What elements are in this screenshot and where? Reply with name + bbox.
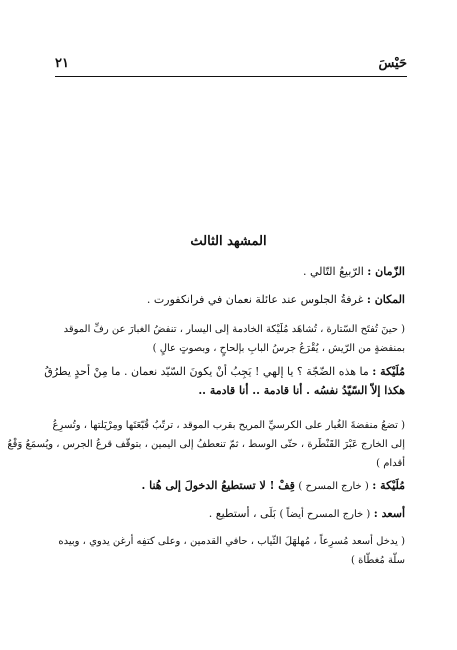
dialogue-text: قِفْ ! لا تستطيعُ الدخولَ إلى هُنا . xyxy=(141,479,295,492)
stage-direction-line: إلى الخارج عَبْرَ القَنْطَرة ، حتّى الوسط ، ثمّ تنعطفُ إلى اليمين ، بتوقّف قرعُ الجرس ، ويُسمَعُ وَقْعُ xyxy=(7,439,405,450)
time-label: الزّمان : xyxy=(367,265,405,278)
dialogue-1 xyxy=(44,362,405,400)
stage-direction-line: ( يدخل أسعد مُسرِعاً ، مُهلهَلَ الثّياب ، حافي القدمين ، وعلى كتفِه أرغن يدوي ، وبيده xyxy=(58,536,405,547)
speaker-name: مُلَيْكة : xyxy=(372,479,405,492)
stage-direction-line: أقدام ) xyxy=(376,458,405,469)
time-text: الرّبيعُ التّالي . xyxy=(302,265,364,278)
dialogue-text: بَلَى ، أستطيع . xyxy=(208,507,276,520)
speaker-name: أسعد : xyxy=(373,507,405,520)
stage-direction-3 xyxy=(58,532,405,570)
stage-direction-2 xyxy=(7,416,405,473)
stage-direction-line: ( تضعُ منفضةَ الغُبار على الكرسيِّ المريح بقرب الموقد ، ترتّبُ قُبّعَتَها ومِرْيَلتها ، وتُسرِعُ xyxy=(52,420,405,431)
stage-direction-line: سلّة مُغطّاة ) xyxy=(351,555,405,566)
stage-direction-1 xyxy=(58,320,405,358)
place-label: المكان : xyxy=(366,293,405,306)
place-line xyxy=(58,290,405,309)
scene-heading: المشهد الثالث xyxy=(190,234,267,249)
stage-direction-line: ( حينَ تُفتَح السّتارة ، تُشاهَد مُلَيْكة الخادمة إلى اليسار ، تنفضُ الغبارَ عن رفِّ الموقد xyxy=(63,324,405,335)
time-line xyxy=(58,262,405,281)
dialogue-text: ما هذه الضّجّة ؟ يا إلهي ! يَجِبُ أنْ يكونَ السّيّد نعمان . ما مِنْ أحدٍ يطرُقُ xyxy=(44,365,369,378)
page-header xyxy=(55,54,407,77)
dialogue-text: هكذا إلاّ السّيّدُ نفسُه . أنا قادمة .. أنا قادمة .. xyxy=(198,384,405,397)
stage-direction-line: بمنفضةٍ من الرّيش ، يُقْرَعُ جرسُ البابِ بإلحاحٍ ، وبصوتٍ عالٍ ) xyxy=(152,343,405,354)
speaker-name: مُلَيْكة : xyxy=(372,365,405,378)
page-number: ٢١ xyxy=(55,56,69,71)
speaker-direction: ( خارج المسرح أيضاً ) xyxy=(279,509,371,520)
dialogue-3 xyxy=(58,504,405,524)
speaker-direction: ( خارج المسرح ) xyxy=(298,481,369,492)
dialogue-2 xyxy=(58,476,405,496)
running-title: حَيْسَ xyxy=(378,56,407,71)
place-text: غرفةُ الجلوس عند عائلة نعمان في فرانكفورت . xyxy=(146,293,364,306)
